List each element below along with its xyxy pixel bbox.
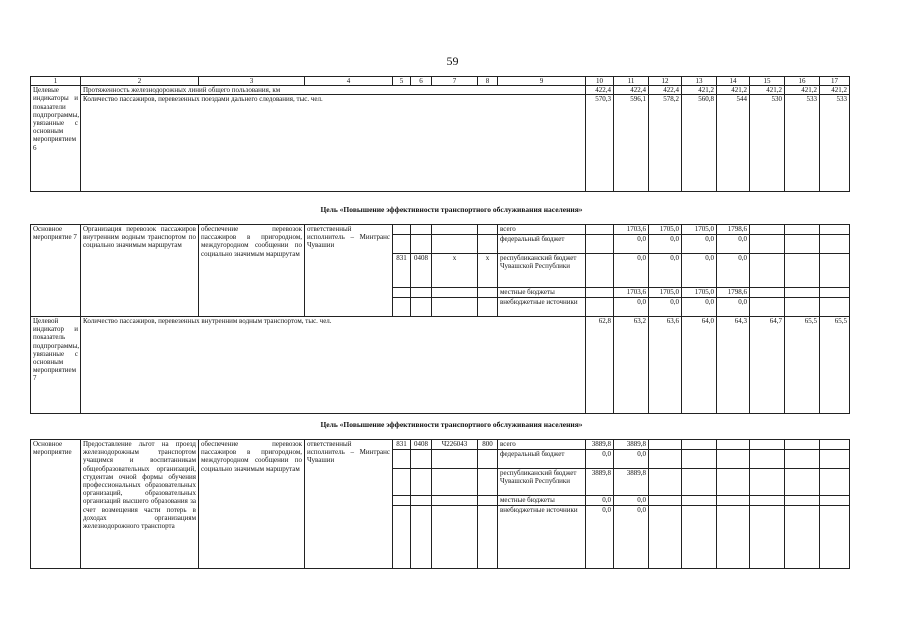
value-cell: 0,0 — [682, 298, 717, 317]
value-cell — [649, 496, 682, 506]
value-cell: 422,4 — [586, 86, 614, 95]
value-cell: 570,3 — [586, 95, 614, 192]
budget-code — [478, 450, 498, 469]
value-cell: 533 — [820, 95, 850, 192]
value-cell — [586, 288, 614, 298]
event-name: Основное мероприятие — [31, 440, 81, 569]
value-cell — [785, 496, 820, 506]
budget-code — [393, 298, 411, 317]
top-table — [30, 76, 850, 192]
budget-code — [393, 288, 411, 298]
value-cell — [820, 469, 850, 496]
value-cell: 0,0 — [682, 254, 717, 288]
value-cell — [649, 469, 682, 496]
value-cell — [820, 506, 850, 569]
value-cell: 1703,6 — [614, 225, 649, 235]
value-cell — [682, 506, 717, 569]
value-cell: 64,3 — [717, 317, 750, 414]
budget-code — [411, 469, 432, 496]
value-cell — [586, 225, 614, 235]
value-cell — [820, 235, 850, 254]
value-cell: 0,0 — [649, 254, 682, 288]
column-number: 9 — [498, 77, 586, 86]
budget-code: 0408 — [411, 254, 432, 288]
funding-source: всего — [498, 440, 586, 450]
budget-code — [432, 506, 478, 569]
funding-source: внебюджетные источники — [498, 506, 586, 569]
value-cell — [717, 440, 750, 450]
event7-table — [30, 224, 850, 414]
value-cell: 1798,6 — [717, 225, 750, 235]
budget-code — [411, 288, 432, 298]
value-cell — [750, 496, 785, 506]
column-number: 5 — [393, 77, 411, 86]
value-cell: 64,7 — [750, 317, 785, 414]
budget-code — [411, 235, 432, 254]
value-cell — [820, 496, 850, 506]
funding-row — [31, 225, 850, 235]
responsible-executor: ответственный исполнитель – Минтранс Чувашии — [305, 440, 393, 569]
budget-code: 0408 — [411, 440, 432, 450]
budget-code — [478, 298, 498, 317]
column-number: 14 — [717, 77, 750, 86]
budget-code — [432, 298, 478, 317]
value-cell — [750, 469, 785, 496]
value-cell: 63,2 — [614, 317, 649, 414]
value-cell: 0,0 — [717, 298, 750, 317]
budget-code — [411, 506, 432, 569]
value-cell — [785, 288, 820, 298]
value-cell: 0,0 — [614, 298, 649, 317]
value-cell: 421,2 — [682, 86, 717, 95]
value-cell — [750, 298, 785, 317]
indicator-text: Протяженность железнодорожных линий общего пользования, км — [81, 86, 586, 95]
value-cell: 421,2 — [820, 86, 850, 95]
value-cell — [820, 254, 850, 288]
budget-code — [393, 469, 411, 496]
value-cell — [785, 440, 820, 450]
value-cell — [717, 496, 750, 506]
event-result: обеспечение перевозок пассажиров в пригородном, междугородном сообщении по социально значимым маршрутам — [199, 225, 305, 317]
value-cell — [750, 506, 785, 569]
column-number: 13 — [682, 77, 717, 86]
column-number: 8 — [478, 77, 498, 86]
value-cell: 3889,8 — [586, 440, 614, 450]
budget-code — [478, 288, 498, 298]
event-name: Основное мероприятие 7 — [31, 225, 81, 317]
budget-code — [478, 506, 498, 569]
value-cell — [717, 450, 750, 469]
goal-title-2: Цель «Повышение эффективности транспортного обслуживания населения» — [320, 420, 583, 429]
value-cell — [750, 235, 785, 254]
value-cell: 1705,0 — [682, 288, 717, 298]
budget-code — [393, 235, 411, 254]
indicator-text: Количество пассажиров, перевезенных внутренним водным транспортом, тыс. чел. — [81, 317, 586, 414]
value-cell — [750, 440, 785, 450]
value-cell: 544 — [717, 95, 750, 192]
indicator-label: Целевые индикаторы и показатели подпрограммы, увязанные с основным мероприятием 6 — [31, 86, 81, 192]
budget-code — [478, 225, 498, 235]
value-cell — [682, 469, 717, 496]
column-number: 4 — [305, 77, 393, 86]
value-cell: 63,6 — [649, 317, 682, 414]
event-result: обеспечение перевозок пассажиров в пригородном, междугородном сообщении по социально значимым маршрутам — [199, 440, 305, 569]
funding-source: внебюджетные источники — [498, 298, 586, 317]
budget-code — [411, 496, 432, 506]
budget-code — [393, 496, 411, 506]
value-cell: 0,0 — [682, 235, 717, 254]
event-description: Организация перевозок пассажиров внутренним водным транспортом по социально значимым маршрутам — [81, 225, 199, 317]
page-number: 59 — [446, 54, 459, 68]
funding-source: республиканский бюджет Чувашской Республики — [498, 469, 586, 496]
value-cell: 3889,8 — [614, 469, 649, 496]
funding-source: местные бюджеты — [498, 288, 586, 298]
value-cell — [717, 469, 750, 496]
budget-code — [432, 288, 478, 298]
value-cell — [750, 288, 785, 298]
budget-code — [411, 298, 432, 317]
funding-source: федеральный бюджет — [498, 450, 586, 469]
column-number: 3 — [199, 77, 305, 86]
budget-code — [478, 469, 498, 496]
value-cell: 0,0 — [586, 450, 614, 469]
value-cell — [649, 506, 682, 569]
value-cell — [785, 254, 820, 288]
column-number: 10 — [586, 77, 614, 86]
budget-code — [393, 506, 411, 569]
value-cell — [586, 298, 614, 317]
value-cell — [649, 440, 682, 450]
value-cell — [586, 254, 614, 288]
value-cell: 1798,6 — [717, 288, 750, 298]
value-cell: 65,5 — [820, 317, 850, 414]
value-cell — [785, 298, 820, 317]
indicator-row — [31, 86, 850, 95]
column-number: 17 — [820, 77, 850, 86]
value-cell: 0,0 — [717, 235, 750, 254]
value-cell: 3889,8 — [614, 440, 649, 450]
budget-code — [432, 496, 478, 506]
value-cell — [682, 496, 717, 506]
indicator-row — [31, 317, 850, 414]
value-cell — [750, 450, 785, 469]
goal-title-1: Цель «Повышение эффективности транспортного обслуживания населения» — [320, 205, 583, 214]
value-cell: 0,0 — [614, 496, 649, 506]
budget-code — [478, 496, 498, 506]
value-cell — [820, 298, 850, 317]
budget-code — [432, 450, 478, 469]
value-cell — [649, 450, 682, 469]
value-cell — [785, 225, 820, 235]
value-cell: 0,0 — [717, 254, 750, 288]
value-cell: 0,0 — [586, 506, 614, 569]
benefits-table — [30, 439, 850, 569]
budget-code — [393, 450, 411, 469]
value-cell — [750, 254, 785, 288]
value-cell: 596,1 — [614, 95, 649, 192]
budget-code: 831 — [393, 254, 411, 288]
value-cell — [820, 450, 850, 469]
value-cell — [682, 450, 717, 469]
responsible-executor: ответственный исполнитель – Минтранс Чувашии — [305, 225, 393, 317]
column-number: 7 — [432, 77, 478, 86]
column-number: 11 — [614, 77, 649, 86]
value-cell: 422,4 — [614, 86, 649, 95]
column-number: 15 — [750, 77, 785, 86]
budget-code: Ч226043 — [432, 440, 478, 450]
value-cell — [820, 440, 850, 450]
value-cell: 1705,0 — [649, 288, 682, 298]
funding-source: федеральный бюджет — [498, 235, 586, 254]
value-cell: 421,2 — [785, 86, 820, 95]
budget-code: 831 — [393, 440, 411, 450]
budget-code — [411, 225, 432, 235]
value-cell: 62,8 — [586, 317, 614, 414]
value-cell — [785, 235, 820, 254]
value-cell: 421,2 — [717, 86, 750, 95]
funding-source: республиканский бюджет Чувашской Республики — [498, 254, 586, 288]
value-cell: 533 — [785, 95, 820, 192]
funding-source: всего — [498, 225, 586, 235]
value-cell — [750, 225, 785, 235]
column-number: 1 — [31, 77, 81, 86]
value-cell: 0,0 — [649, 235, 682, 254]
column-number: 2 — [81, 77, 199, 86]
budget-code — [432, 225, 478, 235]
funding-source: местные бюджеты — [498, 496, 586, 506]
value-cell: 421,2 — [750, 86, 785, 95]
budget-code — [432, 235, 478, 254]
indicator-label: Целевой индикатор и показатель подпрограммы, увязанные с основным мероприятием 7 — [31, 317, 81, 414]
value-cell: 422,4 — [649, 86, 682, 95]
indicator-row — [31, 95, 850, 192]
budget-code — [432, 469, 478, 496]
header-row — [31, 77, 850, 86]
event-description: Предоставление льгот на проезд железнодорожным транспортом учащимся и воспитанникам общеобразовательных организаций, студентам очной формы обучения профессиональных образовательных организаций, образовательных организаций высшего образования за счет возмещения части потерь в доходах организациям железнодорожного транспорта — [81, 440, 199, 569]
value-cell: 0,0 — [649, 298, 682, 317]
value-cell — [785, 506, 820, 569]
budget-code — [478, 235, 498, 254]
value-cell: 0,0 — [614, 450, 649, 469]
value-cell: 578,2 — [649, 95, 682, 192]
value-cell: 1703,6 — [614, 288, 649, 298]
value-cell — [586, 235, 614, 254]
budget-code — [393, 225, 411, 235]
value-cell: 1705,0 — [682, 225, 717, 235]
value-cell: 0,0 — [614, 235, 649, 254]
budget-code — [411, 450, 432, 469]
value-cell: 0,0 — [614, 506, 649, 569]
value-cell — [820, 225, 850, 235]
value-cell — [785, 469, 820, 496]
value-cell: 1705,0 — [649, 225, 682, 235]
value-cell: 3889,8 — [586, 469, 614, 496]
value-cell: 0,0 — [614, 254, 649, 288]
budget-code: x — [478, 254, 498, 288]
column-number: 6 — [411, 77, 432, 86]
value-cell: 530 — [750, 95, 785, 192]
budget-code: 800 — [478, 440, 498, 450]
column-number: 16 — [785, 77, 820, 86]
indicator-text: Количество пассажиров, перевезенных поездами дальнего следования, тыс. чел. — [81, 95, 586, 192]
value-cell: 65,5 — [785, 317, 820, 414]
value-cell: 560,8 — [682, 95, 717, 192]
value-cell — [682, 440, 717, 450]
value-cell: 0,0 — [586, 496, 614, 506]
column-number: 12 — [649, 77, 682, 86]
value-cell: 64,0 — [682, 317, 717, 414]
value-cell — [717, 506, 750, 569]
value-cell — [785, 450, 820, 469]
funding-row — [31, 440, 850, 450]
budget-code: x — [432, 254, 478, 288]
value-cell — [820, 288, 850, 298]
